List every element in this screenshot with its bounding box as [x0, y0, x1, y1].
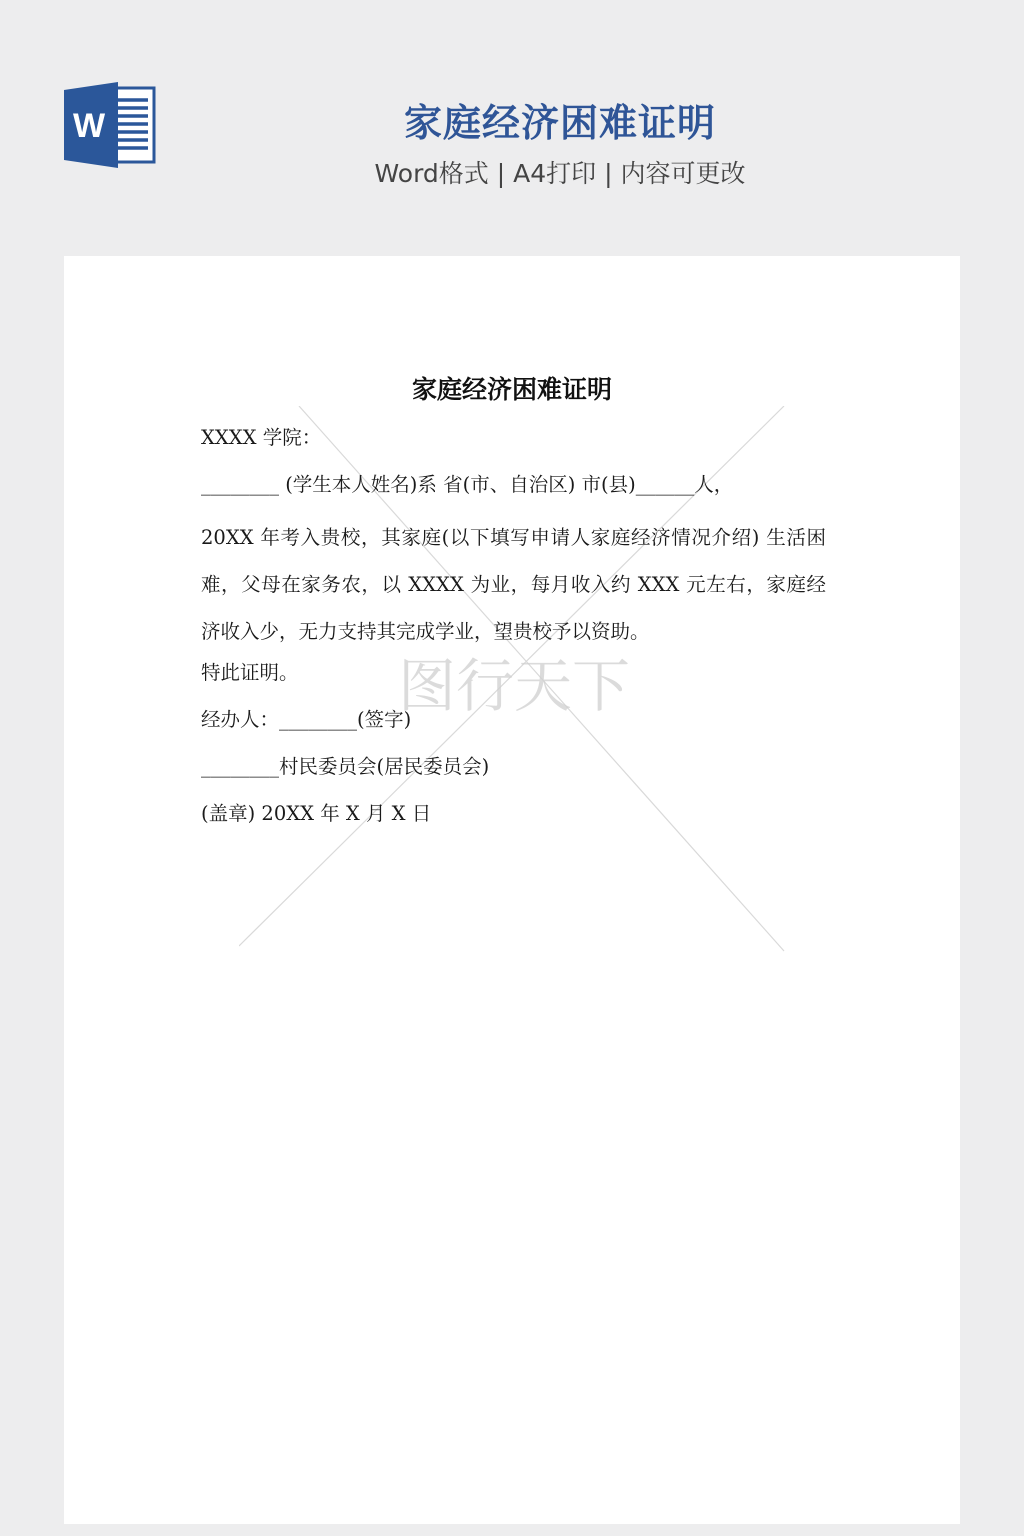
document-body — [201, 420, 826, 843]
word-document-icon — [64, 82, 156, 168]
page-title: 家庭经济困难证明 — [403, 101, 716, 145]
handler-signature: 经办人：________(签字) — [201, 708, 412, 731]
svg-text:W: W — [72, 107, 106, 145]
watermark-text: 图行天下 — [397, 652, 631, 720]
salutation: XXXX 学院： — [201, 426, 322, 449]
page-subtitle: Word格式 | A4打印 | 内容可更改 — [374, 159, 746, 188]
document-title: 家庭经济困难证明 — [411, 375, 612, 404]
header — [0, 0, 1024, 256]
committee-line: ________村民委员会(居民委员会) — [201, 755, 490, 778]
closing: 特此证明。 — [201, 661, 299, 684]
document-page — [64, 256, 960, 1524]
family-situation-paragraph: 20XX 年考入贵校，其家庭(以下填写申请人家庭经济情况介绍) 生活困难，父母在家务农，以 XXXX 为业，每月收入约 XXX 元左右，家庭经济收入少，无力支持其完成学业，望贵校予以资助。 — [201, 526, 826, 643]
student-line: ________ (学生本人姓名)系 省(市、自治区) 市(县)______人， — [201, 473, 734, 496]
stamp-date: (盖章) 20XX 年 X 月 X 日 — [201, 802, 432, 825]
